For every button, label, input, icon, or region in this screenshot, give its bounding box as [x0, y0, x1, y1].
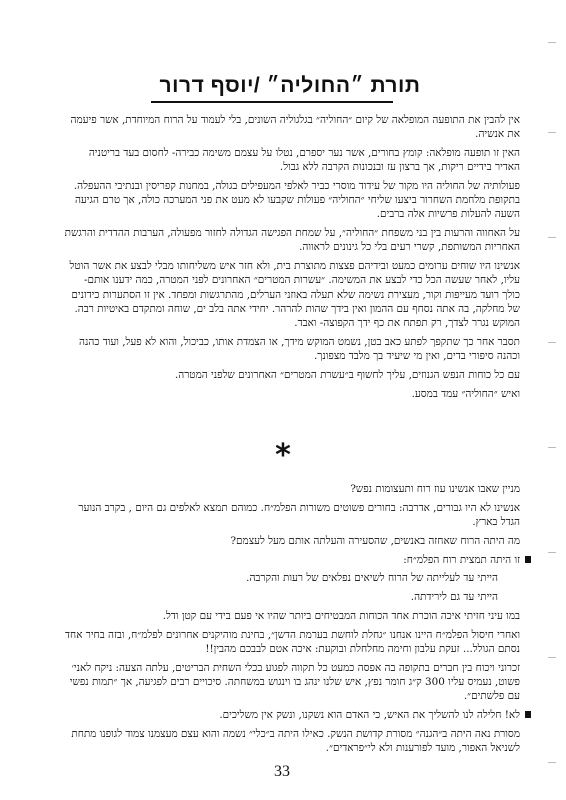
bullet-item: [64, 708, 520, 722]
scan-edge-mark: [548, 342, 556, 343]
paragraph: אנשינו לא היו גבורים, אדרבה: בחורים פשוטים משורות הפלמ״ח. כמוהם תמצא לאלפים גם היום , בקרב הנוער הגדל בארץ.: [78, 501, 520, 528]
scan-edge-mark: [548, 552, 556, 553]
bullet-text: זו היתה תמצית רוח הפלמ״ח:: [403, 553, 520, 566]
paragraph: במו עיני חזיתי איכה הוכרת אחד הכוחות המבטיחים ביותר שהיו אי פעם בידי עם קטן ודל.: [162, 609, 520, 622]
scan-edge-mark: [548, 132, 556, 133]
paragraph: מסורת נאה היתה ב״הגנה״ מסורת קדושת הנשק. כאילו היתה ב״כלי״ נשמה והוא עצם מעצמנו צמוד לגופנו מתחת לשניאל האפור, מועד לפורענות ולא לי״פראדים״.: [71, 727, 520, 754]
paragraph: על האחווה והרעות בין בני משפחת ״החוליה״, על שמחת הפגישה הגדולה לחזור מפעולה, הערבות ההדדית והרגשת האחריות המשותפת, קשרי רעים בלי כל גינונים לראווה.: [64, 227, 520, 254]
section-2: [64, 482, 520, 760]
bullet-square-icon: [525, 556, 531, 563]
scan-edge-mark: [548, 657, 556, 658]
paragraph: ואחרי חיסול הפלמ״ח היינו אנחנו ״גחלת לוחשת בערמת הדשן״, בחינת מוהיקנים אחרונים לפלמ״ח, ובזה בחיר אחד נסתם הגולל... זעקת עלבון וחימה מחלחלת ובוקעת: איכה אטם לבבכם מהבין!!: [65, 628, 520, 655]
indented-line: הייתי עד גם לירידתה.: [410, 591, 498, 604]
paragraph: אין להבין את התופעה המופלאה של קיום ״החוליה״ בגלגוליה השונים, בלי לעמוד על הרוח המיוחדת, אשר פיעמה את אנשיה.: [70, 114, 520, 141]
paragraph: ואיש ״החוליה״ עמד במסע.: [411, 387, 520, 400]
paragraph: זכרוני ויכוח בין חברים בתקופה בה אפסה כמעט כל תקווה לפגוע בכלי השחית הבריטים, עלתה הצעה: ניקח לאני׳ פשוט, נעמיס עליו 300 ק״ג חומר נפץ, איש שלנו ינהג בו וינגוש במשחתה. סיכויים רבים לפגיעה, אך ״תמות נפשי עם פלשתים״.: [69, 661, 520, 703]
section-1: [64, 113, 520, 405]
title-underline: [151, 101, 393, 103]
scan-edge-mark: [548, 237, 556, 238]
paragraph: תסבר אחר כך שתקפך לפתע כאב בטן, נשמט המוקש מידך, או הצמדת אותו, כביכול, והוא לא פעל, ועוד כהנה וכהנה סיפורי בדים, ואין מי שיעיד בך מלבד מצפונך.: [79, 335, 520, 363]
paragraph: אנשינו היו שוחים ערומים כמעט ובידיהם פצצות מתוצרת בית, ולא חזר איש משליחותו מבלי לבצע את אשר הוטל עליו, לאחר שעשה הכל כדי לבצע את המשימה. ״עשרות המטרים״ האחרונים לפני המטרה, כמה ידענו אותם- כולך רועד מעייפות וקור, מעצירת נשימה שלא תעלה באוזני הערלים, מהתרגשות ומפחד. אין זו הסתערות כידונים של מחלקה, בה אתה נסחף עם ההמון ואין בידך שהות להרהר. יחידי אתה בלב ים, שוחה ומתקדם באיטיות רבה. המוקש נגרר לצדך, רק תפתח את כף ידך הקפוצה- ואבד.: [69, 260, 520, 330]
paragraph: עם כל כוחות הנפש הגנוזים, עליך לחשוף ב״עשרת המטרים״ האחרונים שלפני המטרה.: [174, 368, 520, 381]
scan-edge-mark: [548, 762, 556, 763]
bullet-item: [64, 553, 520, 567]
bullet-text: לא! חלילה לנו להשליך את האיש, כי האדם הוא נשקנו, ונשק אין משליכים.: [219, 708, 520, 721]
article-title: תורת ״החוליה״ /יוסף דרור: [159, 74, 421, 97]
scan-edge-mark: [548, 447, 556, 448]
indented-line: הייתי עד לעלייתה של הרוח לשיאים נפלאים של רעות והקרבה.: [246, 572, 498, 585]
section-separator: *: [275, 438, 291, 473]
scan-edge-mark: [548, 42, 556, 43]
page-number: 33: [274, 763, 290, 780]
paragraph: מה היתה הרוח שאחזה באנשים, שהסעירה והעלתה אותם מעל לעצמם?: [230, 534, 520, 547]
paragraph: פעולותיה של החוליה היו מקור של עידוד מוסרי כביר לאלפי המעפילים בגולה, במחנות קפריסין ובנתיבי ההעפלה. בתקופת מלחמת השחרור ביצעו שליחי ״החוליה״ פעולות שקבעו לא מעט את פני המערכה כולה, אך טרם הגיעה השעה להעלות פרשיות אלה ברבים.: [73, 180, 520, 221]
paragraph: מניין שאבו אנשינו עוז רוח ותעצומות נפש?: [350, 483, 520, 495]
bullet-square-icon: [525, 711, 531, 718]
paragraph: האין זו תופעה מופלאה: קומץ בחורים, אשר נער יספרם, נטלו על עצמם משימה כבירה- לחסום בעד בריטניה האדיר בידיים ריקות, אך ברצון עז ובנכונות הקרבה ללא גבול.: [88, 147, 520, 174]
